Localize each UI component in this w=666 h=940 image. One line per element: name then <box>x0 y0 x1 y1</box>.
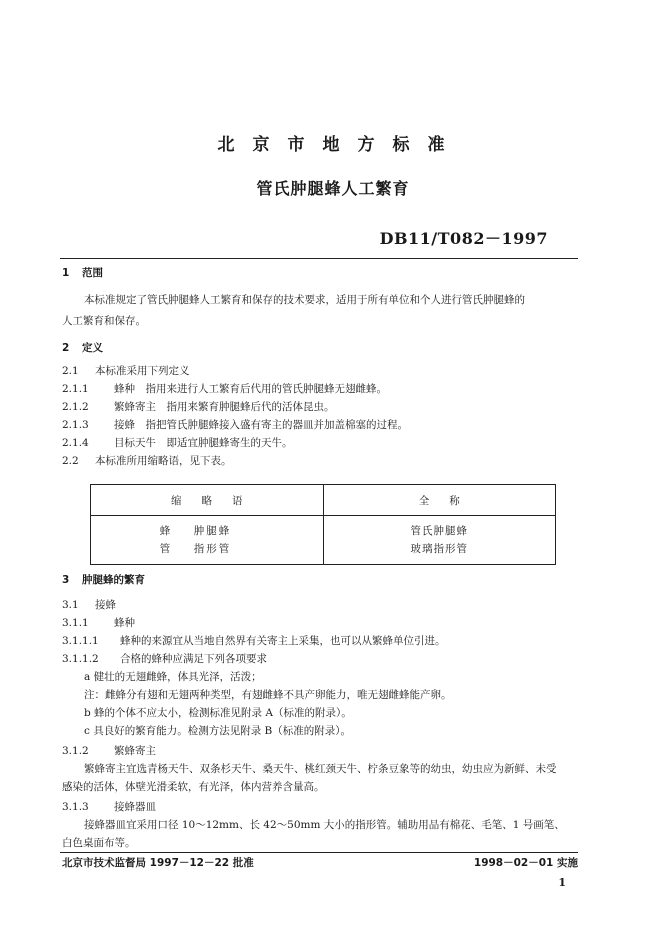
clause-item <box>62 800 156 814</box>
footer-rule <box>60 852 578 853</box>
paragraph-line: 接蜂器皿宜采用口径 10～12mm、长 42～50mm 大小的指形管。辅助用品有棉花、毛笔、1 号画笔、 <box>84 819 565 831</box>
item-number: 3.1.1.1 <box>62 635 99 647</box>
item-number: 3.1.1.2 <box>62 653 99 665</box>
table-row <box>91 522 323 540</box>
item-text: 蜂种 指用来进行人工繁育后代用的管氏肿腿蜂无翅雌蜂。 <box>114 383 387 395</box>
item-number: 2.1 <box>62 365 79 377</box>
approval-date: 北京市技术监督局 1997－12－22 批准 <box>62 857 254 869</box>
requirement-item: a 健壮的无翅雌蜂，体具光泽，活泼； <box>84 671 262 683</box>
clause-item <box>62 652 267 666</box>
definition-item <box>62 418 408 432</box>
clause-item <box>62 634 446 648</box>
definition-item <box>62 436 293 450</box>
item-text: 接蜂 <box>95 599 116 611</box>
full-name: 玻璃指形管 <box>410 543 468 555</box>
item-number: 3.1.3 <box>62 801 89 813</box>
section-2-heading <box>62 340 103 355</box>
section-number: 1 <box>62 267 70 279</box>
item-number: 3.1.2 <box>62 745 89 757</box>
item-text: 繁蜂寄主 指用来繁育肿腿蜂后代的活体昆虫。 <box>114 401 335 413</box>
abbreviation-cell <box>91 516 324 565</box>
document-title: 管氏肿腿蜂人工繁育 <box>256 179 410 198</box>
requirement-item: b 蜂的个体不应太小，检测标准见附录 A（标准的附录）。 <box>84 707 352 719</box>
abbr-meaning: 肿腿蜂 <box>193 525 232 537</box>
page-number: 1 <box>558 876 566 889</box>
definition-item <box>62 382 387 396</box>
document-number: DB11/T082－1997 <box>379 229 548 248</box>
item-text: 接蜂 指把管氏肿腿蜂接入盛有寄主的器皿并加盖棉塞的过程。 <box>114 419 408 431</box>
item-text: 合格的蜂种应满足下列各项要求 <box>120 653 267 665</box>
item-text: 蜂种的来源宜从当地自然界有关寄主上采集，也可以从繁蜂单位引进。 <box>120 635 446 647</box>
item-text: 蜂种 <box>114 617 135 629</box>
table-body-row <box>91 516 556 565</box>
definition-item <box>62 364 190 378</box>
table-header-row <box>91 485 556 516</box>
table-row <box>91 540 323 558</box>
item-number: 3.1 <box>62 599 79 611</box>
implementation-date: 1998－02－01 实施 <box>473 857 578 869</box>
item-number: 2.1.3 <box>62 419 89 431</box>
requirement-note: 注：雌蜂分有翅和无翅两种类型，有翅雌蜂不具产卵能力，唯无翅雌蜂能产卵。 <box>84 689 452 701</box>
clause-item <box>62 616 135 630</box>
abbr-short: 蜂 <box>159 525 177 537</box>
paragraph-line: 感染的活体，体壁光滑柔软，有光泽，体内营养含量高。 <box>62 781 325 793</box>
item-number: 2.1.2 <box>62 401 89 413</box>
item-text: 接蜂器皿 <box>114 801 156 813</box>
paragraph-line: 本标准规定了管氏肿腿蜂人工繁育和保存的技术要求，适用于所有单位和个人进行管氏肿腿蜂的 <box>84 294 525 306</box>
item-text: 本标准采用下列定义 <box>95 365 190 377</box>
paragraph-line: 白色桌面布等。 <box>62 837 136 849</box>
item-number: 2.1.4 <box>62 437 89 449</box>
abbr-short: 管 <box>159 543 177 555</box>
standard-org-header: 北京市地方标准 <box>217 135 463 155</box>
abbreviation-table <box>90 484 556 565</box>
abbr-meaning: 指形管 <box>193 543 232 555</box>
clause-item <box>62 598 116 612</box>
item-number: 3.1.1 <box>62 617 89 629</box>
full-name: 管氏肿腿蜂 <box>410 525 468 537</box>
header-rule <box>60 258 578 259</box>
definition-item <box>62 400 335 414</box>
clause-item <box>62 744 156 758</box>
requirement-item: c 具良好的繁育能力。检测方法见附录 B（标准的附录）。 <box>84 725 352 737</box>
item-text: 目标天牛 即适宜肿腿蜂寄生的天牛。 <box>114 437 293 449</box>
full-name-cell <box>323 516 556 565</box>
item-number: 2.1.1 <box>62 383 89 395</box>
item-text: 本标准所用缩略语，见下表。 <box>95 455 232 467</box>
paragraph-line: 繁蜂寄主宜选青杨天牛、双条杉天牛、桑天牛、桃红颈天牛、柠条豆象等的幼虫，幼虫应为新鲜、未受 <box>84 763 557 775</box>
paragraph-line: 人工繁育和保存。 <box>62 315 146 327</box>
section-3-heading <box>62 572 145 587</box>
definition-item <box>62 454 232 468</box>
section-1-heading <box>62 265 103 280</box>
column-header-full-name: 全称 <box>323 485 556 516</box>
section-title: 肿腿蜂的繁育 <box>82 574 145 586</box>
section-title: 定义 <box>82 342 103 354</box>
item-text: 繁蜂寄主 <box>114 745 156 757</box>
section-title: 范围 <box>82 267 103 279</box>
item-number: 2.2 <box>62 455 79 467</box>
section-number: 3 <box>62 574 70 586</box>
column-header-abbreviation: 缩略语 <box>91 485 324 516</box>
section-number: 2 <box>62 342 70 354</box>
